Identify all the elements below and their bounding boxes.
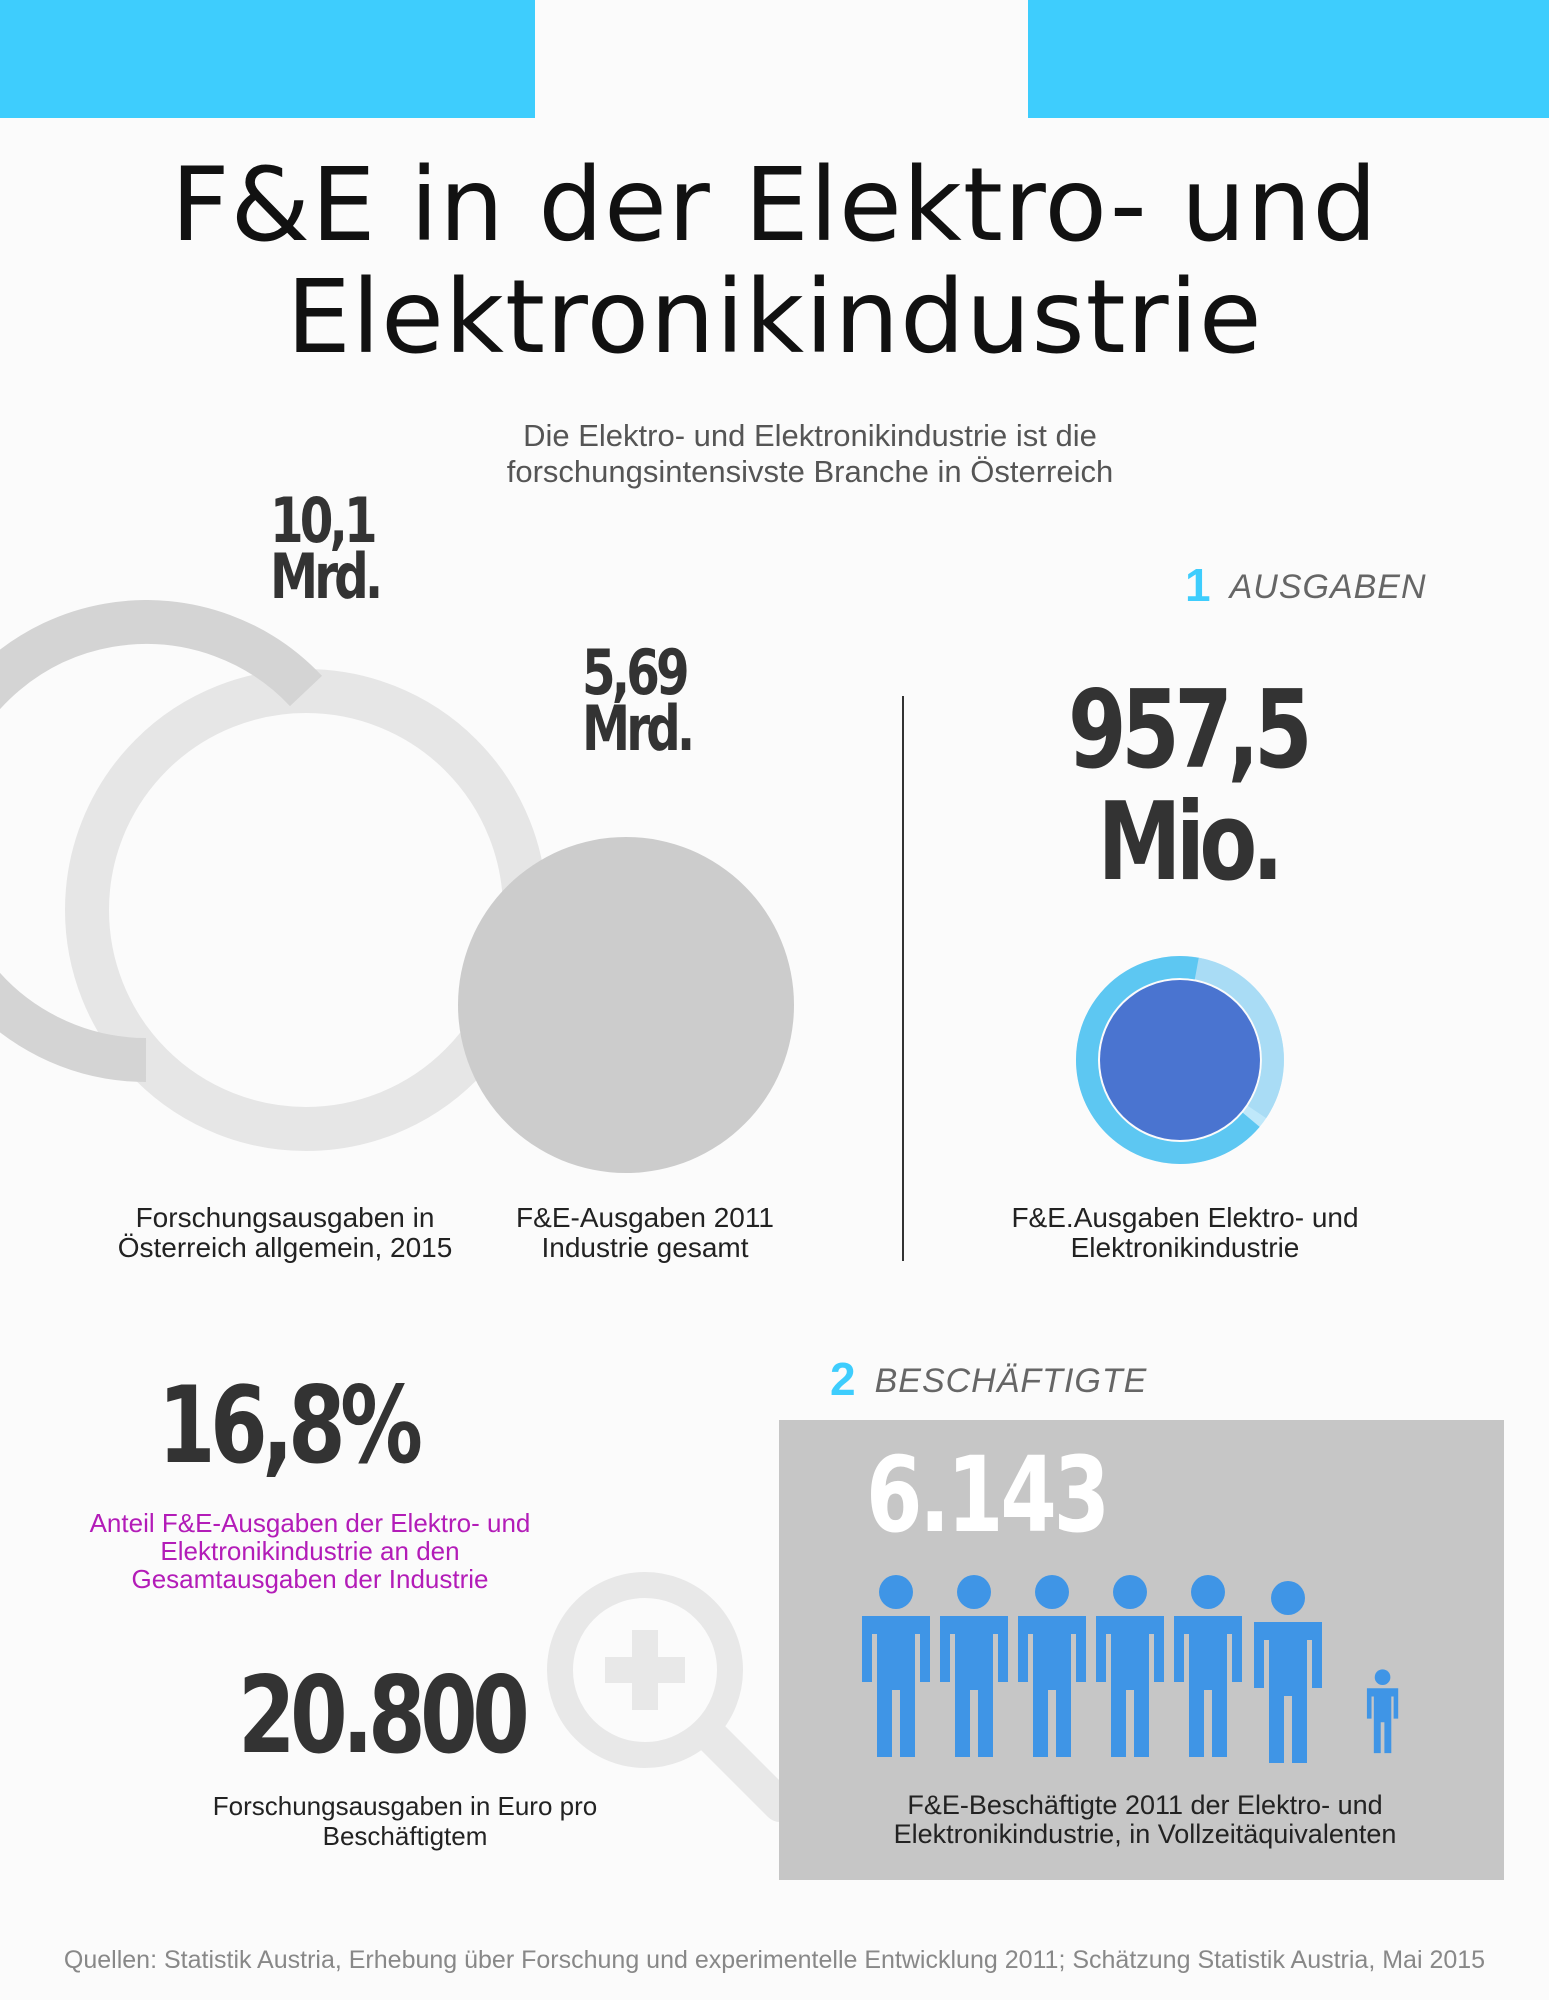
per-employee-value: 20.800 bbox=[238, 1654, 525, 1777]
ausgaben-value: 957,5 Mio. bbox=[1068, 668, 1308, 905]
small-circle-value: 5,69 Mrd. bbox=[582, 636, 692, 765]
person-icon bbox=[940, 1575, 1008, 1757]
vertical-divider bbox=[902, 696, 904, 1261]
share-caption: Anteil F&E-Ausgaben der Elektro- und Elektronikindustrie an den Gesamtausgaben der Industrie bbox=[89, 1508, 531, 1594]
top-accent-bar-left bbox=[0, 0, 535, 118]
large-ring-circle bbox=[87, 691, 525, 1129]
employees-pictogram bbox=[860, 1572, 1420, 1772]
ausgaben-donut-chart bbox=[1075, 955, 1285, 1165]
large-circle-value: 10,1 Mrd. bbox=[270, 484, 380, 613]
section-number: 2 bbox=[830, 1353, 857, 1405]
employees-caption: F&E-Beschäftigte 2011 der Elektro- und Elektronikindustrie, in Vollzeitäquivalenten bbox=[893, 1790, 1397, 1849]
person-icon bbox=[1174, 1575, 1242, 1757]
person-icon bbox=[1018, 1575, 1086, 1757]
section-number: 1 bbox=[1185, 559, 1212, 611]
section-beschaeftigte-label: 2 BESCHÄFTIGTE bbox=[830, 1353, 1148, 1405]
page-subtitle: Die Elektro- und Elektronikindustrie ist die forschungsintensivste Branche in Österreich bbox=[506, 418, 1114, 489]
small-circle-caption: F&E-Ausgaben 2011 Industrie gesamt bbox=[516, 1202, 774, 1263]
person-icon bbox=[1096, 1575, 1164, 1757]
top-accent-bar-right bbox=[1028, 0, 1549, 118]
large-circle-caption: Forschungsausgaben in Österreich allgemein, 2015 bbox=[117, 1202, 453, 1263]
circles-graphic bbox=[0, 600, 880, 1200]
person-icon bbox=[862, 1575, 930, 1757]
ausgaben-caption: F&E.Ausgaben Elektro- und Elektronikindustrie bbox=[1011, 1202, 1359, 1263]
section-ausgaben-label: 1 AUSGABEN bbox=[1185, 559, 1427, 611]
share-value: 16,8% bbox=[158, 1364, 418, 1487]
per-employee-caption: Forschungsausgaben in Euro pro Beschäftigtem bbox=[212, 1791, 598, 1851]
page-title: F&E in der Elektro- und Elektronikindustrie bbox=[170, 146, 1379, 377]
source-footer: Quellen: Statistik Austria, Erhebung über Forschung und experimentelle Entwicklung 2011; Schätzung Statistik Austria, Mai 2015 bbox=[63, 1946, 1486, 1974]
employees-value: 6.143 bbox=[866, 1434, 1107, 1556]
small-filled-circle bbox=[458, 837, 794, 1173]
person-icon bbox=[1254, 1581, 1322, 1763]
person-icon-small bbox=[1367, 1669, 1398, 1753]
